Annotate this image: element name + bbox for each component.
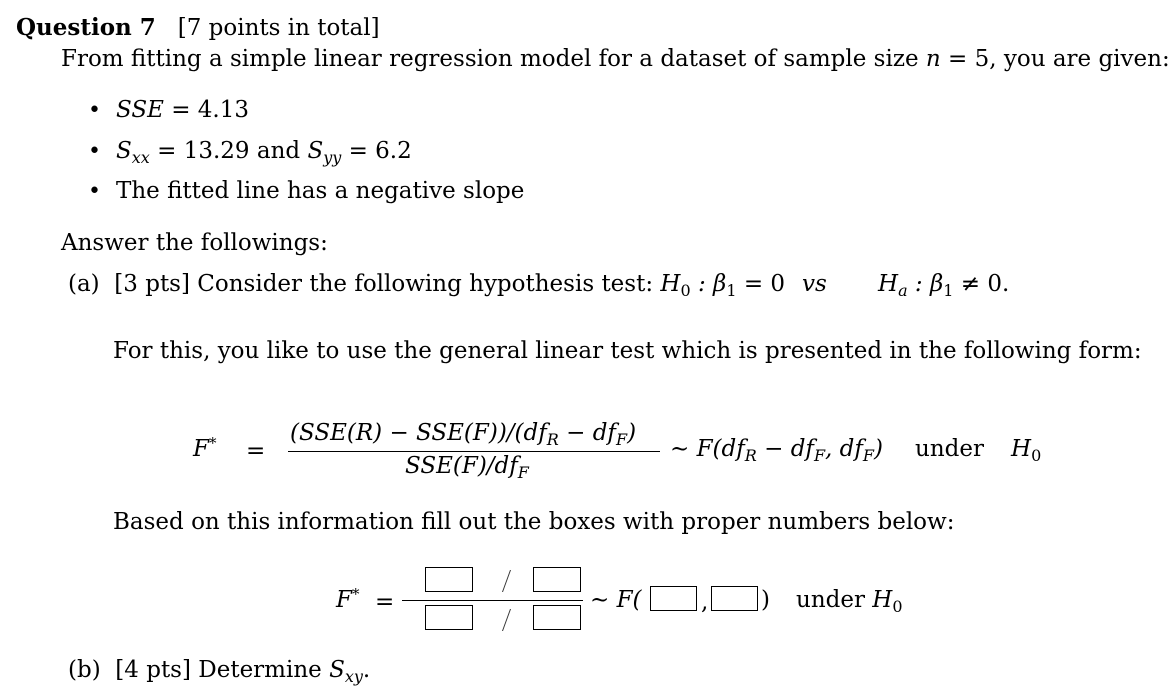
formula-h0-symbol: H [1011,436,1032,462]
given-sxx-syy [116,138,412,167]
denominator-slash [502,609,511,631]
bullet-icon: • [88,98,101,123]
fill-comma: , [701,589,709,615]
dist-mid2: , df [825,436,863,462]
h0-tail: = 0 [743,271,786,297]
df-numerator-box[interactable] [650,586,697,611]
star-superscript: * [208,434,217,452]
question-header [16,14,380,41]
numerator-box-1[interactable] [425,567,473,592]
ha-subscript: a [898,281,908,300]
fill-under-text: under [796,587,865,613]
sxx-value: = 13.29 and [157,138,301,164]
part-b-line [68,657,371,686]
numerator-sub-r: R [546,430,559,449]
h0-subscript: 0 [680,281,691,300]
sse-value: = 4.13 [171,97,250,123]
part-b-points: [4 pts] [115,657,191,683]
fill-dist-close: ) [761,587,770,613]
part-a-label: (a) [68,271,100,297]
dist-close: ) [874,436,883,462]
fill-equals: = [375,589,395,615]
numerator-box-2[interactable] [533,567,581,592]
part-a-points: [3 pts] [114,271,190,297]
dist-sub-f: F [813,446,826,465]
numerator-mid: − df [558,420,616,446]
question-heading: Question 7 [16,14,156,41]
n-value: = 5, you are given: [948,46,1170,72]
syy-symbol: S [307,138,324,164]
formula-h0 [1011,436,1042,465]
df-denominator-box[interactable] [711,586,758,611]
fill-h0-subscript: 0 [892,597,903,616]
formula-numerator [290,420,637,449]
ha-tail: ≠ 0. [960,271,1010,297]
ha-beta-symbol: : β [914,271,944,297]
formula-distribution [670,436,883,465]
denominator-box-1[interactable] [425,605,473,630]
dist-mid: − df [756,436,814,462]
syy-value: = 6.2 [348,138,412,164]
bullet-icon: • [88,179,101,204]
dist-sub-r: R [744,446,757,465]
vs-label: vs [802,271,827,297]
syy-subscript: yy [323,148,342,167]
given-sse [116,97,249,123]
formula-under: under [915,436,984,462]
fill-star-superscript: * [351,585,360,603]
sxx-symbol: S [116,138,132,164]
numerator-sub-f: F [615,430,628,449]
formula-h0-subscript: 0 [1031,446,1042,465]
fill-under [796,587,903,616]
fill-fraction-bar [402,600,583,601]
question-intro [61,46,1170,72]
bullet-icon: • [88,139,101,164]
part-b-text: Determine [198,657,322,683]
fill-h0-symbol: H [872,587,893,613]
question-points: [7 points in total] [177,15,380,41]
dist-text: ∼ F(df [670,436,745,462]
denominator-box-2[interactable] [533,605,581,630]
numerator-text: (SSE(R) − SSE(F))/(df [290,420,547,446]
h0-symbol: H [660,271,681,297]
beta-symbol: : β [697,271,727,297]
answer-intro: Answer the followings: [61,230,328,256]
sxy-symbol: S [329,657,345,683]
intro-text: From fitting a simple linear regression model for a dataset of sample size [61,46,919,72]
fraction-bar [288,451,660,452]
sse-symbol: SSE [116,97,164,123]
ha-symbol: H [878,271,899,297]
part-a-text: Consider the following hypothesis test: [197,271,654,297]
ha-expression [878,271,1010,300]
ha-beta-subscript: 1 [943,281,954,300]
beta-subscript: 1 [726,281,737,300]
denominator-text: SSE(F)/df [405,453,518,479]
sxy-subscript: xy [344,667,363,686]
formula-equals: = [246,438,266,464]
part-b-label: (b) [68,657,101,683]
fill-lhs [336,587,359,613]
part-b-period: . [362,657,371,683]
denominator-sub: F [517,463,529,482]
fill-f-star: F [336,587,352,613]
dist-sub-f2: F [862,446,875,465]
part-a-line [68,271,786,300]
n-symbol: n [925,46,941,72]
fill-instruction: Based on this information fill out the boxes with proper numbers below: [113,509,955,535]
formula-denominator [405,453,529,482]
formula-lhs [193,436,216,462]
given-slope: The fitted line has a negative slope [116,178,525,204]
numerator-close: ) [627,420,637,446]
sxx-subscript: xx [131,148,150,167]
general-test-text: For this, you like to use the general linear test which is presented in the following form: [113,338,1142,364]
fill-dist-open: ∼ F( [590,587,642,613]
numerator-slash [502,570,511,592]
f-star-symbol: F [193,436,209,462]
